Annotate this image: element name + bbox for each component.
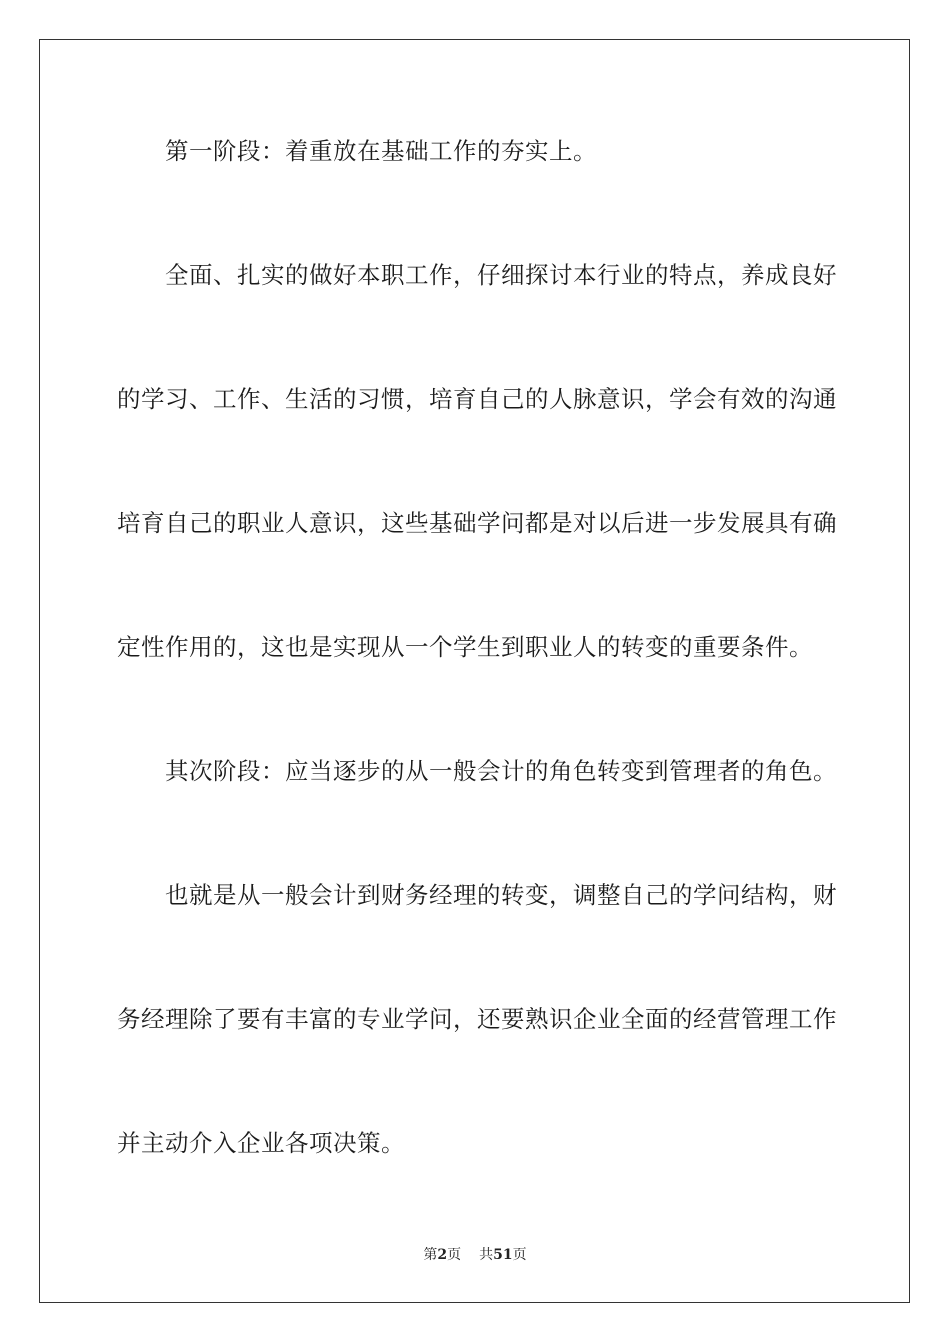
- page-label-prefix: 第: [423, 1247, 438, 1263]
- page-border: [39, 39, 910, 1303]
- paragraph-line-2: 全面、扎实的做好本职工作，仔细探讨本行业的特点，养成良好: [165, 261, 837, 289]
- total-pages: 51: [493, 1247, 513, 1263]
- page-number: 2: [437, 1247, 448, 1263]
- total-label-suffix: 页: [512, 1247, 527, 1263]
- paragraph-line-3: 的学习、工作、生活的习惯，培育自己的人脉意识，学会有效的沟通: [117, 385, 837, 413]
- paragraph-line-1: 第一阶段：着重放在基础工作的夯实上。: [165, 137, 597, 165]
- paragraph-line-8: 务经理除了要有丰富的专业学问，还要熟识企业全面的经营管理工作: [117, 1005, 837, 1033]
- paragraph-line-9: 并主动介入企业各项决策。: [117, 1129, 405, 1157]
- paragraph-line-7: 也就是从一般会计到财务经理的转变，调整自己的学问结构，财: [165, 881, 837, 909]
- paragraph-line-6: 其次阶段：应当逐步的从一般会计的角色转变到管理者的角色。: [165, 757, 837, 785]
- page-footer: [0, 1246, 950, 1264]
- paragraph-line-5: 定性作用的，这也是实现从一个学生到职业人的转变的重要条件。: [117, 633, 813, 661]
- page-label-suffix: 页: [447, 1247, 462, 1263]
- paragraph-line-4: 培育自己的职业人意识，这些基础学问都是对以后进一步发展具有确: [117, 509, 837, 537]
- total-label-prefix: 共: [479, 1247, 494, 1263]
